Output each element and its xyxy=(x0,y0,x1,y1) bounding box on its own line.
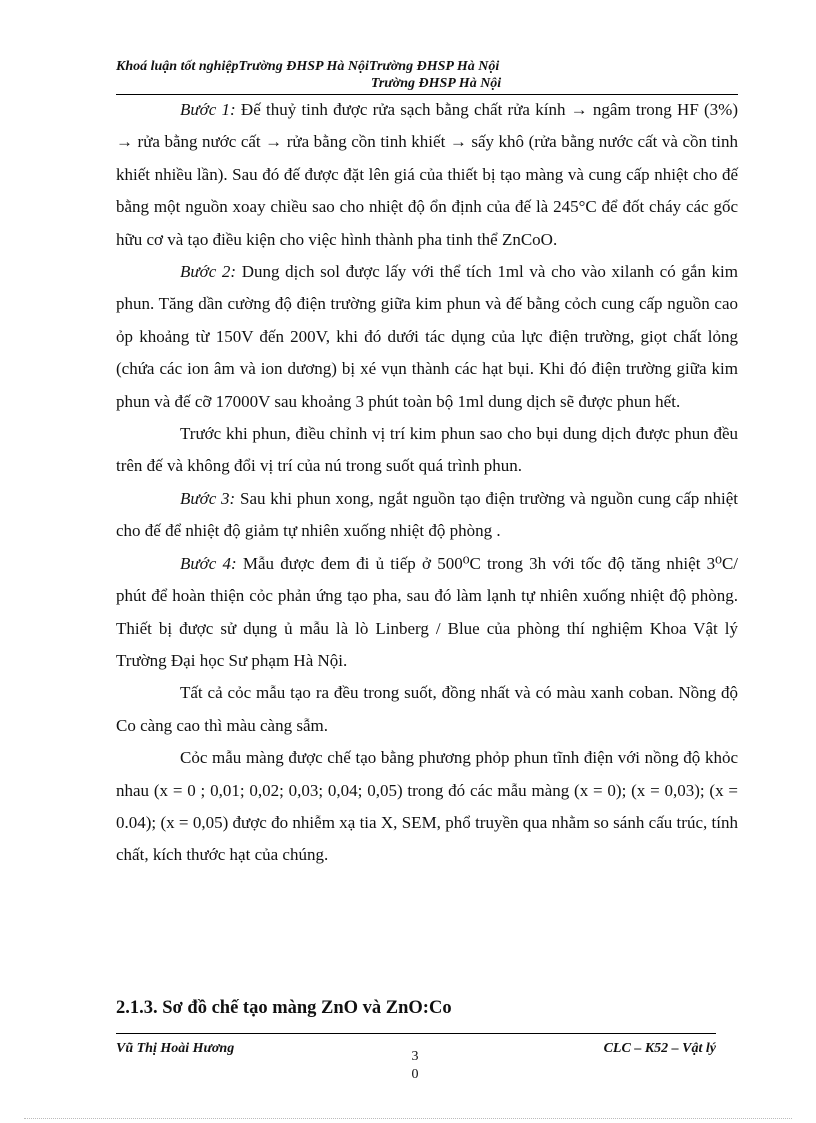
header-subtitle: Trường ĐHSP Hà Nội xyxy=(370,76,502,91)
footer-author: Vũ Thị Hoài Hương xyxy=(116,1041,235,1056)
paragraph-text: Dung dịch sol được lấy với thể tích 1ml và cho vào xilanh có gắn kim phun. Tăng dần cường độ điện trường giữa kim phun và đế bằng cỏch cung cấp nguồn cao ỏp khoảng từ 150V đến 200V, khi đó dưới tác dụng của lực điện trường, giọt chất lỏng (chứa các ion âm và ion dương) bị xé vụn thành các hạt bụi. Khi đó điện trường giữa kim phun và đế cỡ 17000V sau khoảng 3 phút toàn bộ 1ml dung dịch sẽ được phun hết. xyxy=(116,262,738,411)
paragraph-before-spray xyxy=(116,418,738,483)
section-heading: 2.1.3. Sơ đồ chế tạo màng ZnO và ZnO:Co xyxy=(116,998,452,1018)
footer-divider xyxy=(116,1033,716,1034)
step-label: Bước 1: xyxy=(180,100,236,119)
step-label: Bước 3: xyxy=(180,488,236,508)
page-header xyxy=(116,58,716,92)
paragraph-text: Trước khi phun, điều chỉnh vị trí kim phun sao cho bụi dung dịch được phun đều trên đế và không đổi vị trí của nú trong suốt quá trình phun. xyxy=(116,424,738,476)
paragraph-text: Cỏc mẫu màng được chế tạo bằng phương phỏp phun tĩnh điện với nồng độ khỏc nhau (x = 0 ; 0,01; 0,02; 0,03; 0,04; 0,05) trong đó các mẫu màng (x = 0); (x = 0,03); (x = 0.04); (x = 0,05) được đo nhiễm xạ tia X, SEM, phổ truyền qua nhằm so sánh cấu trúc, tính chất, kích thước hạt của chúng. xyxy=(116,748,738,865)
page-number: 30 xyxy=(411,1049,419,1082)
paragraph-samples-color xyxy=(116,677,738,742)
paragraph-step-1 xyxy=(116,94,738,256)
paragraph-text: Mẫu được đem đi ủ tiếp ở 500⁰C trong 3h với tốc độ tăng nhiệt 3⁰C/ phút để hoàn thiện cỏc phản ứng tạo pha, sau đó làm lạnh tự nhiên xuống nhiệt độ phòng. Thiết bị được sử dụng ủ mẫu là lò Linberg / Blue của phòng thí nghiệm Khoa Vật lý Trường Đại học Sư phạm Hà Nội. xyxy=(116,553,739,670)
paragraph-text: Đế thuỷ tinh được rửa sạch bằng chất rửa kính → ngâm trong HF (3%) → rửa bằng nước cất → rửa bằng cồn tinh khiết → sấy khô (rửa bằng nước cất và cồn tinh khiết nhiều lần). Sau đó đế được đặt lên giá của thiết bị tạo màng và cung cấp nhiệt cho đế bằng một nguồn xoay chiều sao cho nhiệt độ ổn định của đế là 245°C để đốt cháy các gốc hữu cơ và tạo điều kiện cho việc hình thành pha tinh thể ZnCoO. xyxy=(116,100,738,249)
page-bottom-border xyxy=(24,1118,792,1119)
paragraph-step-4 xyxy=(116,548,738,678)
header-title: Khoá luận tốt nghiệpTrường ĐHSP Hà NộiTrường ĐHSP Hà Nội xyxy=(116,59,500,74)
paragraph-step-3 xyxy=(116,483,738,548)
paragraph-text: Sau khi phun xong, ngắt nguồn tạo điện trường và nguồn cung cấp nhiệt cho đế để nhiệt độ giảm tự nhiên xuống nhiệt độ phòng . xyxy=(116,488,739,541)
document-body xyxy=(116,94,738,872)
step-label: Bước 2: xyxy=(180,262,237,282)
paragraph-text: Tất cả cỏc mẫu tạo ra đều trong suốt, đồng nhất và có màu xanh coban. Nồng độ Co càng cao thì màu càng sẫm. xyxy=(116,683,738,735)
step-label: Bước 4: xyxy=(180,553,237,573)
paragraph-step-2 xyxy=(116,256,738,418)
paragraph-samples-measured xyxy=(116,742,738,872)
footer-class: CLC – K52 – Vật lý xyxy=(603,1041,716,1056)
